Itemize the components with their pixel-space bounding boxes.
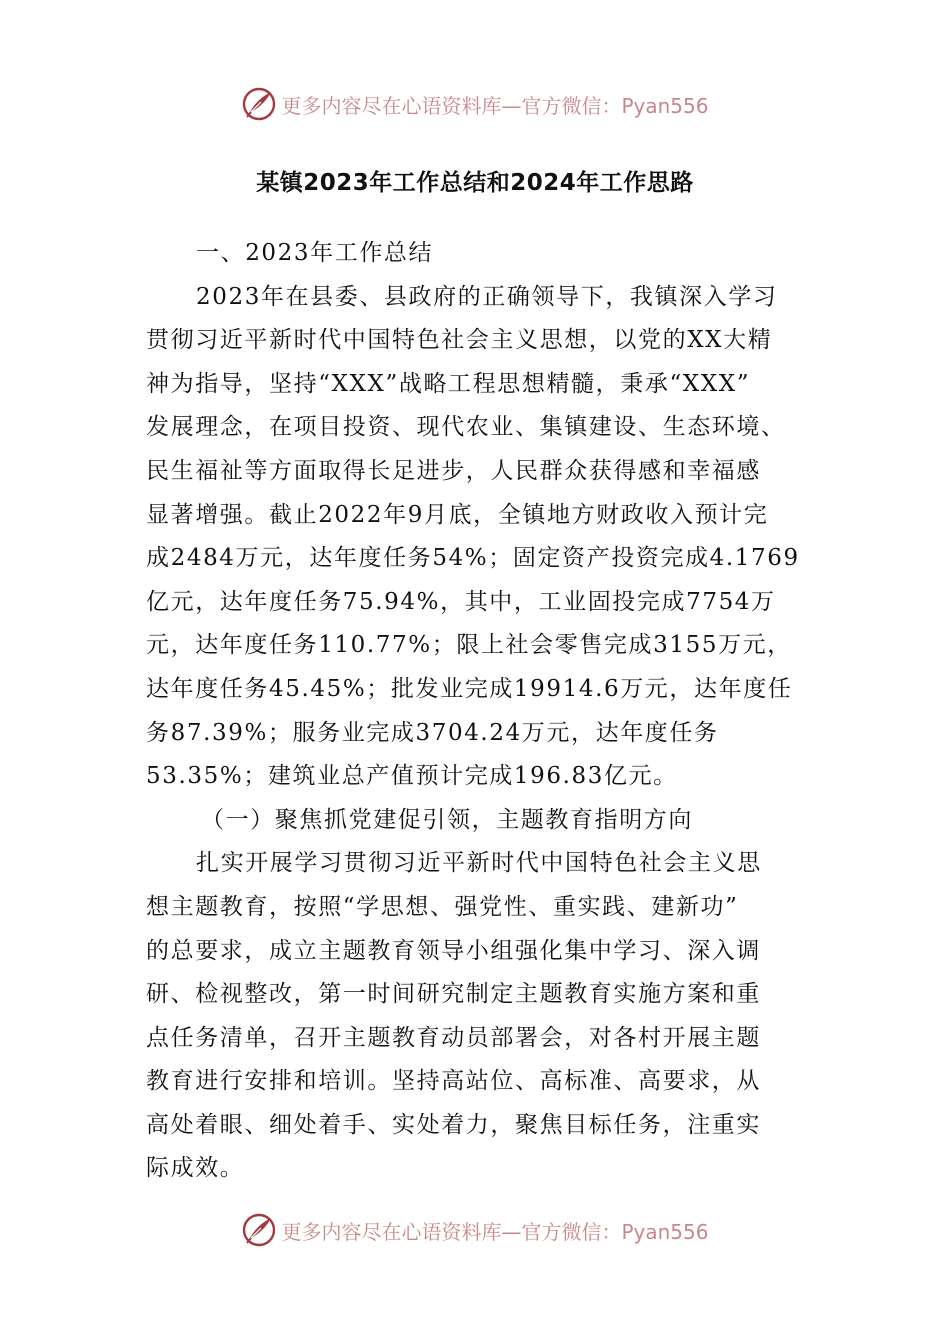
paragraph-line: 53.35%；建筑业总产值预计完成196.83亿元。	[146, 763, 678, 790]
paragraph-line: 民生福祉等方面取得长足进步，人民群众获得感和幸福感	[146, 457, 761, 484]
header-watermark	[0, 84, 950, 124]
watermark-text: 更多内容尽在心语资料库—官方微信：Pyan556	[281, 93, 709, 118]
paragraph-line: 的总要求，成立主题教育领导小组强化集中学习、深入调	[146, 937, 761, 964]
paragraph-line: 达年度任务45.45%；批发业完成19914.6万元，达年度任	[146, 675, 793, 702]
paragraph-line: 教育进行安排和培训。坚持高站位、高标准、高要求，从	[146, 1068, 761, 1095]
paragraph-line: 扎实开展学习贯彻习近平新时代中国特色社会主义思	[196, 850, 762, 877]
paragraph-line: 想主题教育，按照“学思想、强党性、重实践、建新功”	[146, 893, 739, 920]
paragraph-line: 高处着眼、细处着手、实处着力，聚焦目标任务，注重实	[146, 1111, 761, 1138]
section-heading: 一、2023年工作总结	[196, 240, 434, 266]
feather-quill-icon	[241, 86, 277, 122]
watermark-text: 更多内容尽在心语资料库—官方微信：Pyan556	[281, 1219, 709, 1244]
paragraph-line: 点任务清单，召开主题教育动员部署会，对各村开展主题	[146, 1024, 761, 1051]
paragraph-line: 2023年在县委、县政府的正确领导下，我镇深入学习	[196, 283, 778, 310]
document-body	[146, 232, 806, 1191]
footer-watermark	[0, 1210, 950, 1250]
feather-quill-icon	[241, 1212, 277, 1248]
paragraph-line: 成2484万元，达年度任务54%；固定资产投资完成4.1769	[146, 545, 800, 572]
paragraph-line: 际成效。	[146, 1155, 245, 1182]
paragraph-line: 贯彻习近平新时代中国特色社会主义思想，以党的XX大精	[146, 327, 773, 354]
paragraph-line: 务87.39%；服务业完成3704.24万元，达年度任务	[146, 719, 719, 746]
paragraph-line: 显著增强。截止2022年9月底，全镇地方财政收入预计完	[146, 501, 769, 528]
paragraph-line: 发展理念，在项目投资、现代农业、集镇建设、生态环境、	[146, 414, 786, 441]
subsection-heading: （一）聚焦抓党建促引领，主题教育指明方向	[201, 806, 693, 833]
paragraph-line: 神为指导，坚持“XXX”战略工程思想精髓，秉承“XXX”	[146, 370, 751, 397]
paragraph-line: 研、检视整改，第一时间研究制定主题教育实施方案和重	[146, 981, 761, 1008]
paragraph-line: 亿元，达年度任务75.94%，其中，工业固投完成7754万	[146, 588, 776, 615]
document-title: 某镇2023年工作总结和2024年工作思路	[256, 170, 694, 196]
paragraph-line: 元，达年度任务110.77%；限上社会零售完成3155万元，	[146, 632, 792, 659]
